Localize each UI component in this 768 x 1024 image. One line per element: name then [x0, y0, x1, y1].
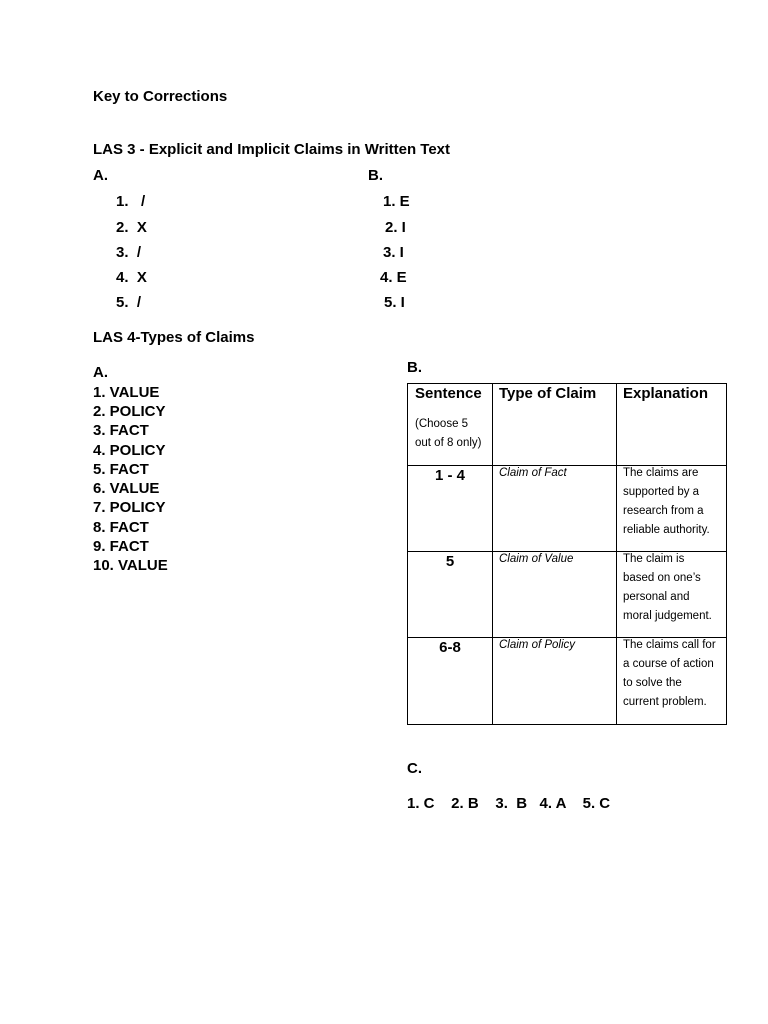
table-cell-type: Claim of Value — [499, 553, 574, 565]
las3-b-item: 5. I — [384, 294, 405, 311]
las4-a-item: 9. FACT — [93, 538, 149, 555]
claims-table — [407, 383, 727, 725]
table-cell-explanation: current problem. — [623, 696, 707, 708]
las4-a-item: 2. POLICY — [93, 403, 166, 420]
table-header-type: Type of Claim — [499, 385, 597, 402]
table-cell-explanation: to solve the — [623, 677, 682, 689]
table-cell-explanation: a course of action — [623, 658, 714, 670]
table-cell-explanation: The claim is — [623, 553, 685, 565]
table-cell-sentence: 1 - 4 — [434, 467, 465, 484]
las4-heading: LAS 4-Types of Claims — [93, 329, 255, 346]
las4-a-item: 10. VALUE — [93, 557, 168, 574]
las3-a-item: 4. X — [116, 269, 147, 286]
table-header-explanation: Explanation — [623, 385, 709, 402]
table-cell-explanation: based on one’s — [623, 572, 701, 584]
las3-b-item: 4. E — [380, 269, 407, 286]
las3-b-item: 1. E — [383, 193, 410, 210]
las4-a-item: 4. POLICY — [93, 442, 166, 459]
table-header-note: (Choose 5 — [415, 418, 469, 430]
las4-a-item: 7. POLICY — [93, 499, 166, 516]
table-cell-type: Claim of Policy — [499, 639, 576, 651]
las3-a-item: 2. X — [116, 219, 147, 236]
table-cell-explanation: moral judgement. — [623, 610, 712, 622]
las3-a-label: A. — [93, 167, 108, 184]
las4-a-item: 6. VALUE — [93, 480, 160, 497]
las4-c-answers: 1. C 2. B 3. B 4. A 5. C — [407, 795, 611, 812]
table-cell-explanation: research from a — [623, 505, 704, 517]
table-cell-explanation: The claims are — [623, 467, 699, 479]
table-cell-explanation: personal and — [623, 591, 690, 603]
table-cell-explanation: supported by a — [623, 486, 700, 498]
las3-a-item: 3. / — [116, 244, 142, 261]
page-title: Key to Corrections — [93, 88, 228, 105]
las3-a-item: 1. / — [116, 193, 146, 210]
las4-a-label: A. — [93, 364, 108, 381]
las4-b-label: B. — [407, 359, 422, 376]
las3-b-label: B. — [368, 167, 383, 184]
las4-c-label: C. — [407, 760, 422, 777]
table-cell-explanation: The claims call for — [623, 639, 716, 651]
las4-a-item: 8. FACT — [93, 519, 149, 536]
las3-b-item: 3. I — [383, 244, 404, 261]
table-header-note: out of 8 only) — [415, 437, 482, 449]
table-cell-type: Claim of Fact — [499, 467, 567, 479]
las3-a-item: 5. / — [116, 294, 142, 311]
las3-b-item: 2. I — [385, 219, 406, 236]
las4-a-item: 5. FACT — [93, 461, 149, 478]
table-divider — [492, 384, 493, 724]
table-cell-sentence: 5 — [445, 553, 455, 570]
las4-a-item: 1. VALUE — [93, 384, 160, 401]
table-cell-sentence: 6-8 — [439, 639, 461, 656]
table-divider — [616, 384, 617, 724]
las4-a-item: 3. FACT — [93, 422, 149, 439]
table-cell-explanation: reliable authority. — [623, 524, 710, 536]
table-header-sentence: Sentence — [415, 385, 482, 402]
las3-heading: LAS 3 - Explicit and Implicit Claims in Written Text — [93, 141, 451, 158]
